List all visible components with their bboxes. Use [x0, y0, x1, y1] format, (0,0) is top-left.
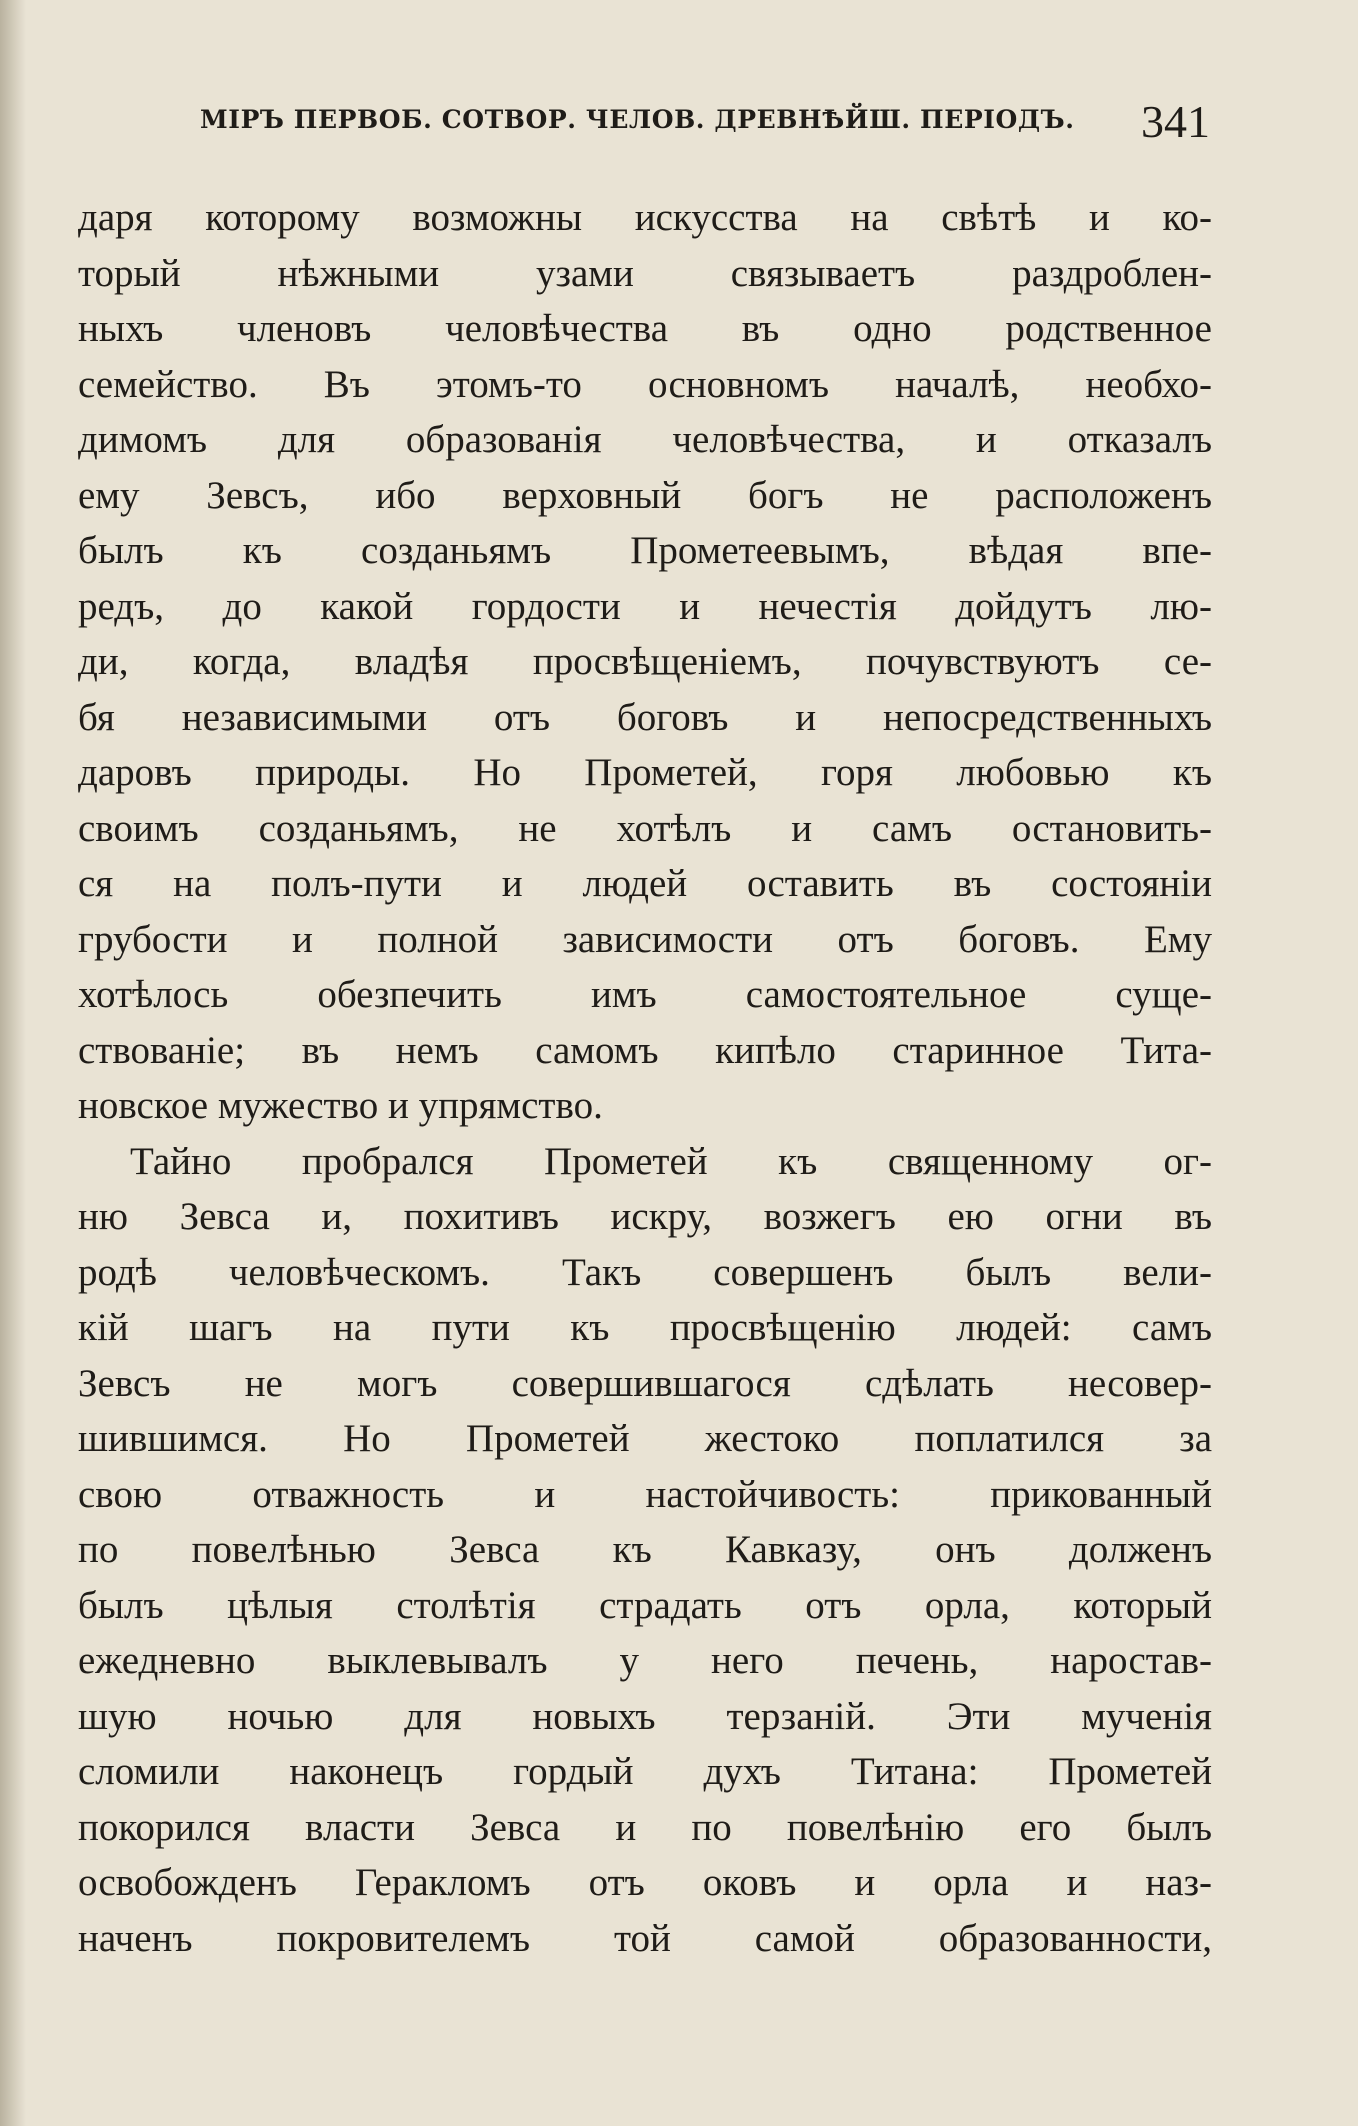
body-text: [78, 190, 1212, 1966]
text-line: ню Зевса и, похитивъ искру, возжегъ ею огни въ: [78, 1195, 1212, 1238]
text-line: сломили наконецъ гордый духъ Титана: Прометей: [78, 1750, 1212, 1793]
text-line: новское мужество и упрямство.: [78, 1084, 603, 1127]
text-line: освобожденъ Геракломъ отъ оковъ и орла и наз-: [78, 1861, 1212, 1904]
text-line: былъ къ созданьямъ Прометеевымъ, вѣдая впе-: [78, 529, 1212, 572]
paragraph: [78, 1134, 1212, 1967]
text-line: ныхъ членовъ человѣчества въ одно родственное: [78, 307, 1212, 350]
text-line: наченъ покровителемъ той самой образованности,: [78, 1916, 1212, 1960]
text-line: свою отважность и настойчивость: прикованный: [78, 1472, 1212, 1516]
text-line: димомъ для образованія человѣчества, и отказалъ: [78, 418, 1212, 461]
text-line: редъ, до какой гордости и нечестія дойдутъ лю-: [78, 584, 1212, 628]
text-line: покорился власти Зевса и по повелѣнію его былъ: [78, 1805, 1212, 1849]
text-line: Зевсъ не могъ совершившагося сдѣлать несовер-: [78, 1361, 1212, 1405]
paragraph: [78, 190, 1212, 1134]
text-line: былъ цѣлыя столѣтія страдать отъ орла, который: [78, 1583, 1212, 1627]
text-line: шившимся. Но Прометей жестоко поплатился за: [78, 1417, 1212, 1460]
text-line: родѣ человѣческомъ. Такъ совершенъ былъ вели-: [78, 1250, 1212, 1294]
text-line: ежедневно выклевывалъ у него печень, наростав-: [78, 1639, 1212, 1682]
running-head: МІРЪ ПЕРВОБ. СОТВОР. ЧЕЛОВ. ДРЕВНѢЙШ. ПЕРІОДЪ.: [200, 105, 1075, 134]
text-line: грубости и полной зависимости отъ боговъ. Ему: [78, 917, 1212, 961]
text-line: даровъ природы. Но Прометей, горя любовью къ: [78, 751, 1212, 794]
text-line: даря которому возможны искусства на свѣтѣ и ко-: [78, 196, 1212, 239]
text-line: по повелѣнью Зевса къ Кавказу, онъ долженъ: [78, 1528, 1212, 1571]
text-line: ди, когда, владѣя просвѣщеніемъ, почувствуютъ се-: [78, 640, 1212, 683]
text-line: хотѣлось обезпечить имъ самостоятельное суще-: [78, 973, 1212, 1016]
text-line: семейство. Въ этомъ-то основномъ началѣ, необхо-: [78, 362, 1212, 406]
text-line: Тайно пробрался Прометей къ священному ог-: [130, 1139, 1212, 1183]
page-number: 341: [1141, 96, 1210, 147]
page-header: [200, 95, 1210, 145]
text-line: ся на полъ-пути и людей оставить въ состояніи: [78, 862, 1212, 905]
text-line: своимъ созданьямъ, не хотѣлъ и самъ остановить-: [78, 806, 1212, 850]
text-line: ствованіе; въ немъ самомъ кипѣло старинное Тита-: [78, 1028, 1212, 1072]
text-line: бя независимыми отъ боговъ и непосредственныхъ: [78, 695, 1212, 739]
text-line: шую ночью для новыхъ терзаній. Эти мученія: [78, 1694, 1212, 1738]
text-line: ему Зевсъ, ибо верховный богъ не расположенъ: [78, 473, 1212, 517]
text-line: кій шагъ на пути къ просвѣщенію людей: самъ: [78, 1306, 1212, 1349]
text-line: торый нѣжными узами связываетъ раздроблен-: [78, 251, 1212, 295]
